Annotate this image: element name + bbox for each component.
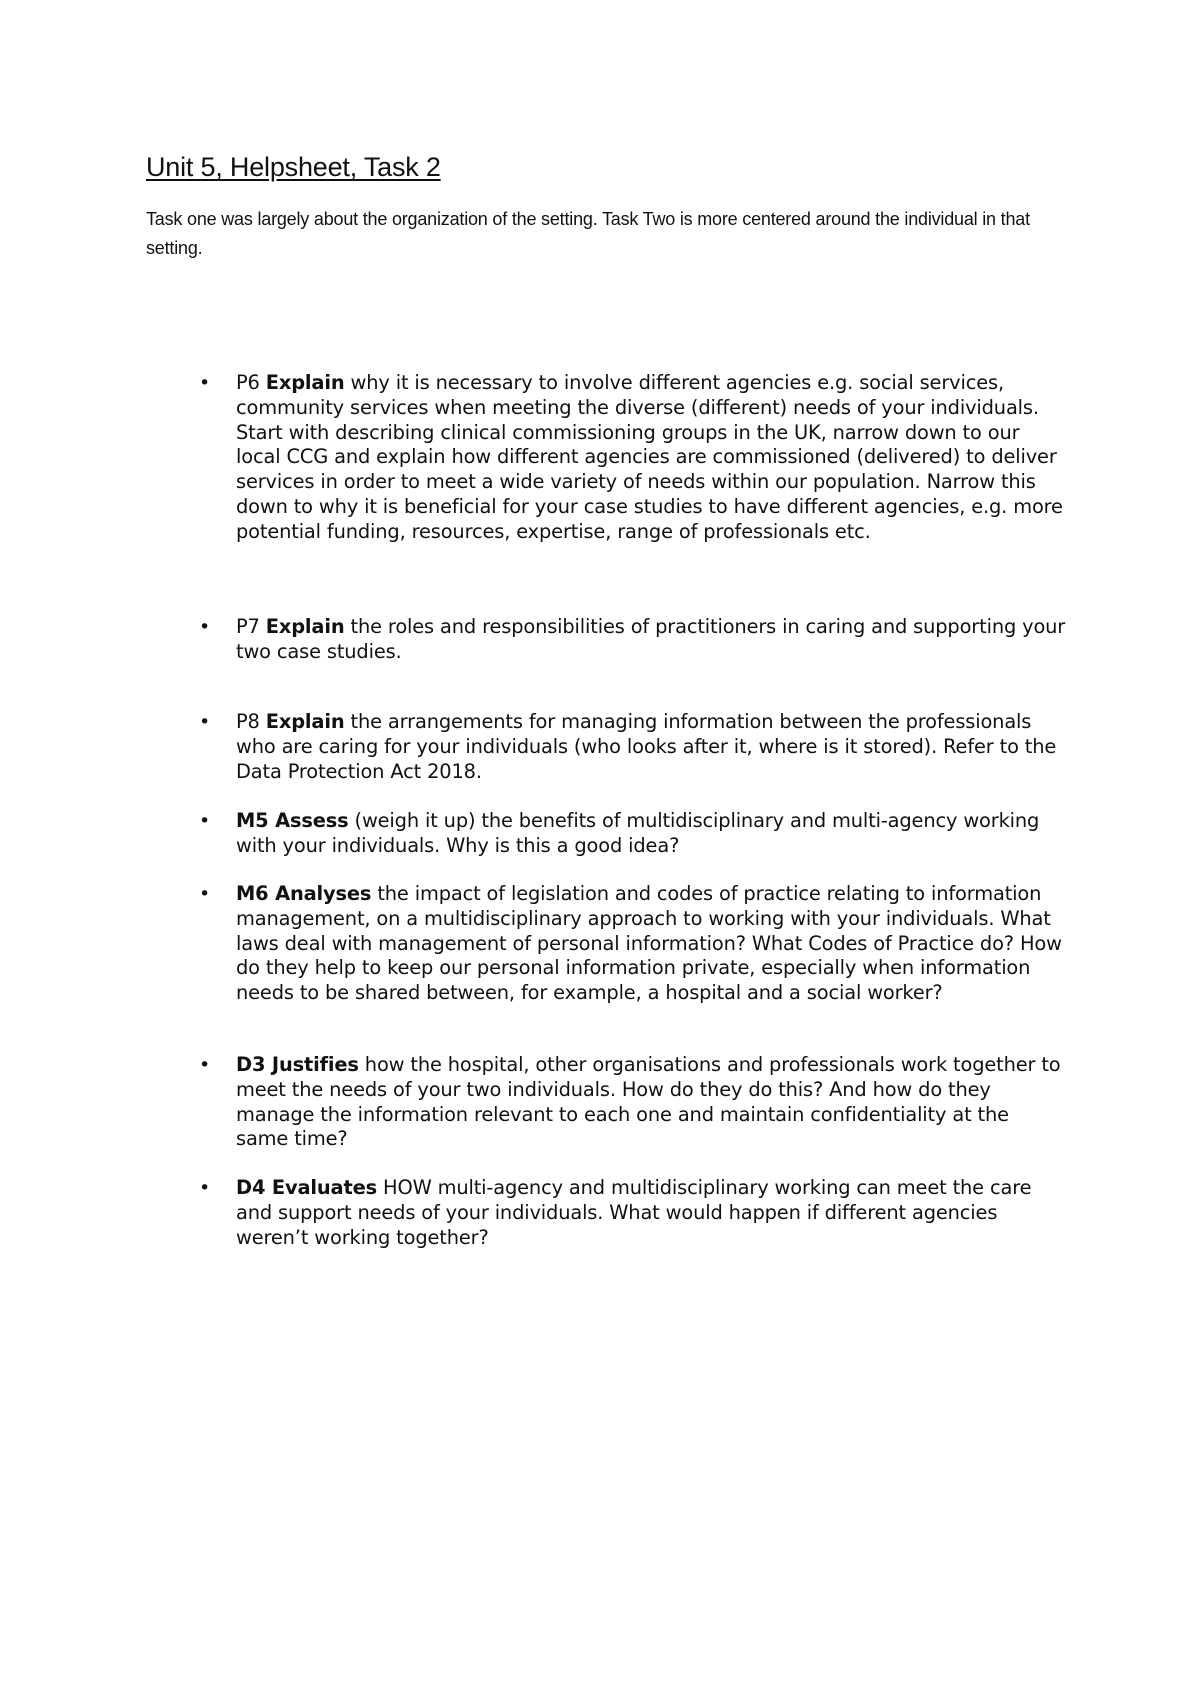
task-verb: Explain xyxy=(265,710,345,733)
task-code-verb: D3 Justifies xyxy=(236,1053,359,1076)
task-code-verb: M6 Analyses xyxy=(236,882,372,905)
task-text: how the hospital, other organisations and professionals work together to meet the needs of your two individuals. How do they do this? And how do they manage the information relevant to each one and maintain confidentiality at the same time? xyxy=(236,1053,1061,1151)
bullet-icon: • xyxy=(199,810,211,832)
task-verb: Explain xyxy=(265,615,345,638)
list-item-p6 xyxy=(199,371,1066,545)
task-text: (weigh it up) the benefits of multidisciplinary and multi-agency working with your individuals. Why is this a good idea? xyxy=(236,809,1040,857)
task-code: P6 xyxy=(236,371,260,394)
bullet-icon: • xyxy=(199,883,211,905)
task-code-verb: M5 Assess xyxy=(236,809,349,832)
task-text: the roles and responsibilities of practitioners in caring and supporting your two case studies. xyxy=(236,615,1066,663)
page-title: Unit 5, Helpsheet, Task 2 xyxy=(146,152,441,182)
task-text: why it is necessary to involve different agencies e.g. social services, community services when meeting the diverse (different) needs of your individuals. Start with describing clinical commissioning groups in the UK, narrow down to our local CCG and explain how different agencies are commissioned (delivered) to deliver services in order to meet a wide variety of needs within our population. Narrow this down to why it is beneficial for your case studies to have different agencies, e.g. more potential funding, resources, expertise, range of professionals etc. xyxy=(236,371,1063,543)
list-item-d3 xyxy=(199,1053,1066,1152)
task-code: P8 xyxy=(236,710,260,733)
list-item-m6 xyxy=(199,882,1066,1006)
task-code-verb: D4 Evaluates xyxy=(236,1176,378,1199)
list-item-d4 xyxy=(199,1176,1066,1250)
task-text: HOW multi-agency and multidisciplinary working can meet the care and support needs of your individuals. What would happen if different agencies weren’t working together? xyxy=(236,1176,1032,1249)
bullet-icon: • xyxy=(199,616,211,638)
task-text: the arrangements for managing information between the professionals who are caring for your individuals (who looks after it, where is it stored). Refer to the Data Protection Act 2018. xyxy=(236,710,1057,783)
task-text: the impact of legislation and codes of practice relating to information management, on a multidisciplinary approach to working with your individuals. What laws deal with management of personal information? What Codes of Practice do? How do they help to keep our personal information private, especially when information needs to be shared between, for example, a hospital and a social worker? xyxy=(236,882,1062,1005)
bullet-icon: • xyxy=(199,372,211,394)
task-verb: Explain xyxy=(265,371,345,394)
list-item-p8 xyxy=(199,710,1066,784)
bullet-icon: • xyxy=(199,1177,211,1199)
intro-paragraph: Task one was largely about the organization of the setting. Task Two is more centered around the individual in that setting. xyxy=(146,209,1030,258)
bullet-icon: • xyxy=(199,711,211,733)
bullet-icon: • xyxy=(199,1054,211,1076)
task-code: P7 xyxy=(236,615,260,638)
list-item-m5 xyxy=(199,809,1066,859)
list-item-p7 xyxy=(199,615,1066,665)
